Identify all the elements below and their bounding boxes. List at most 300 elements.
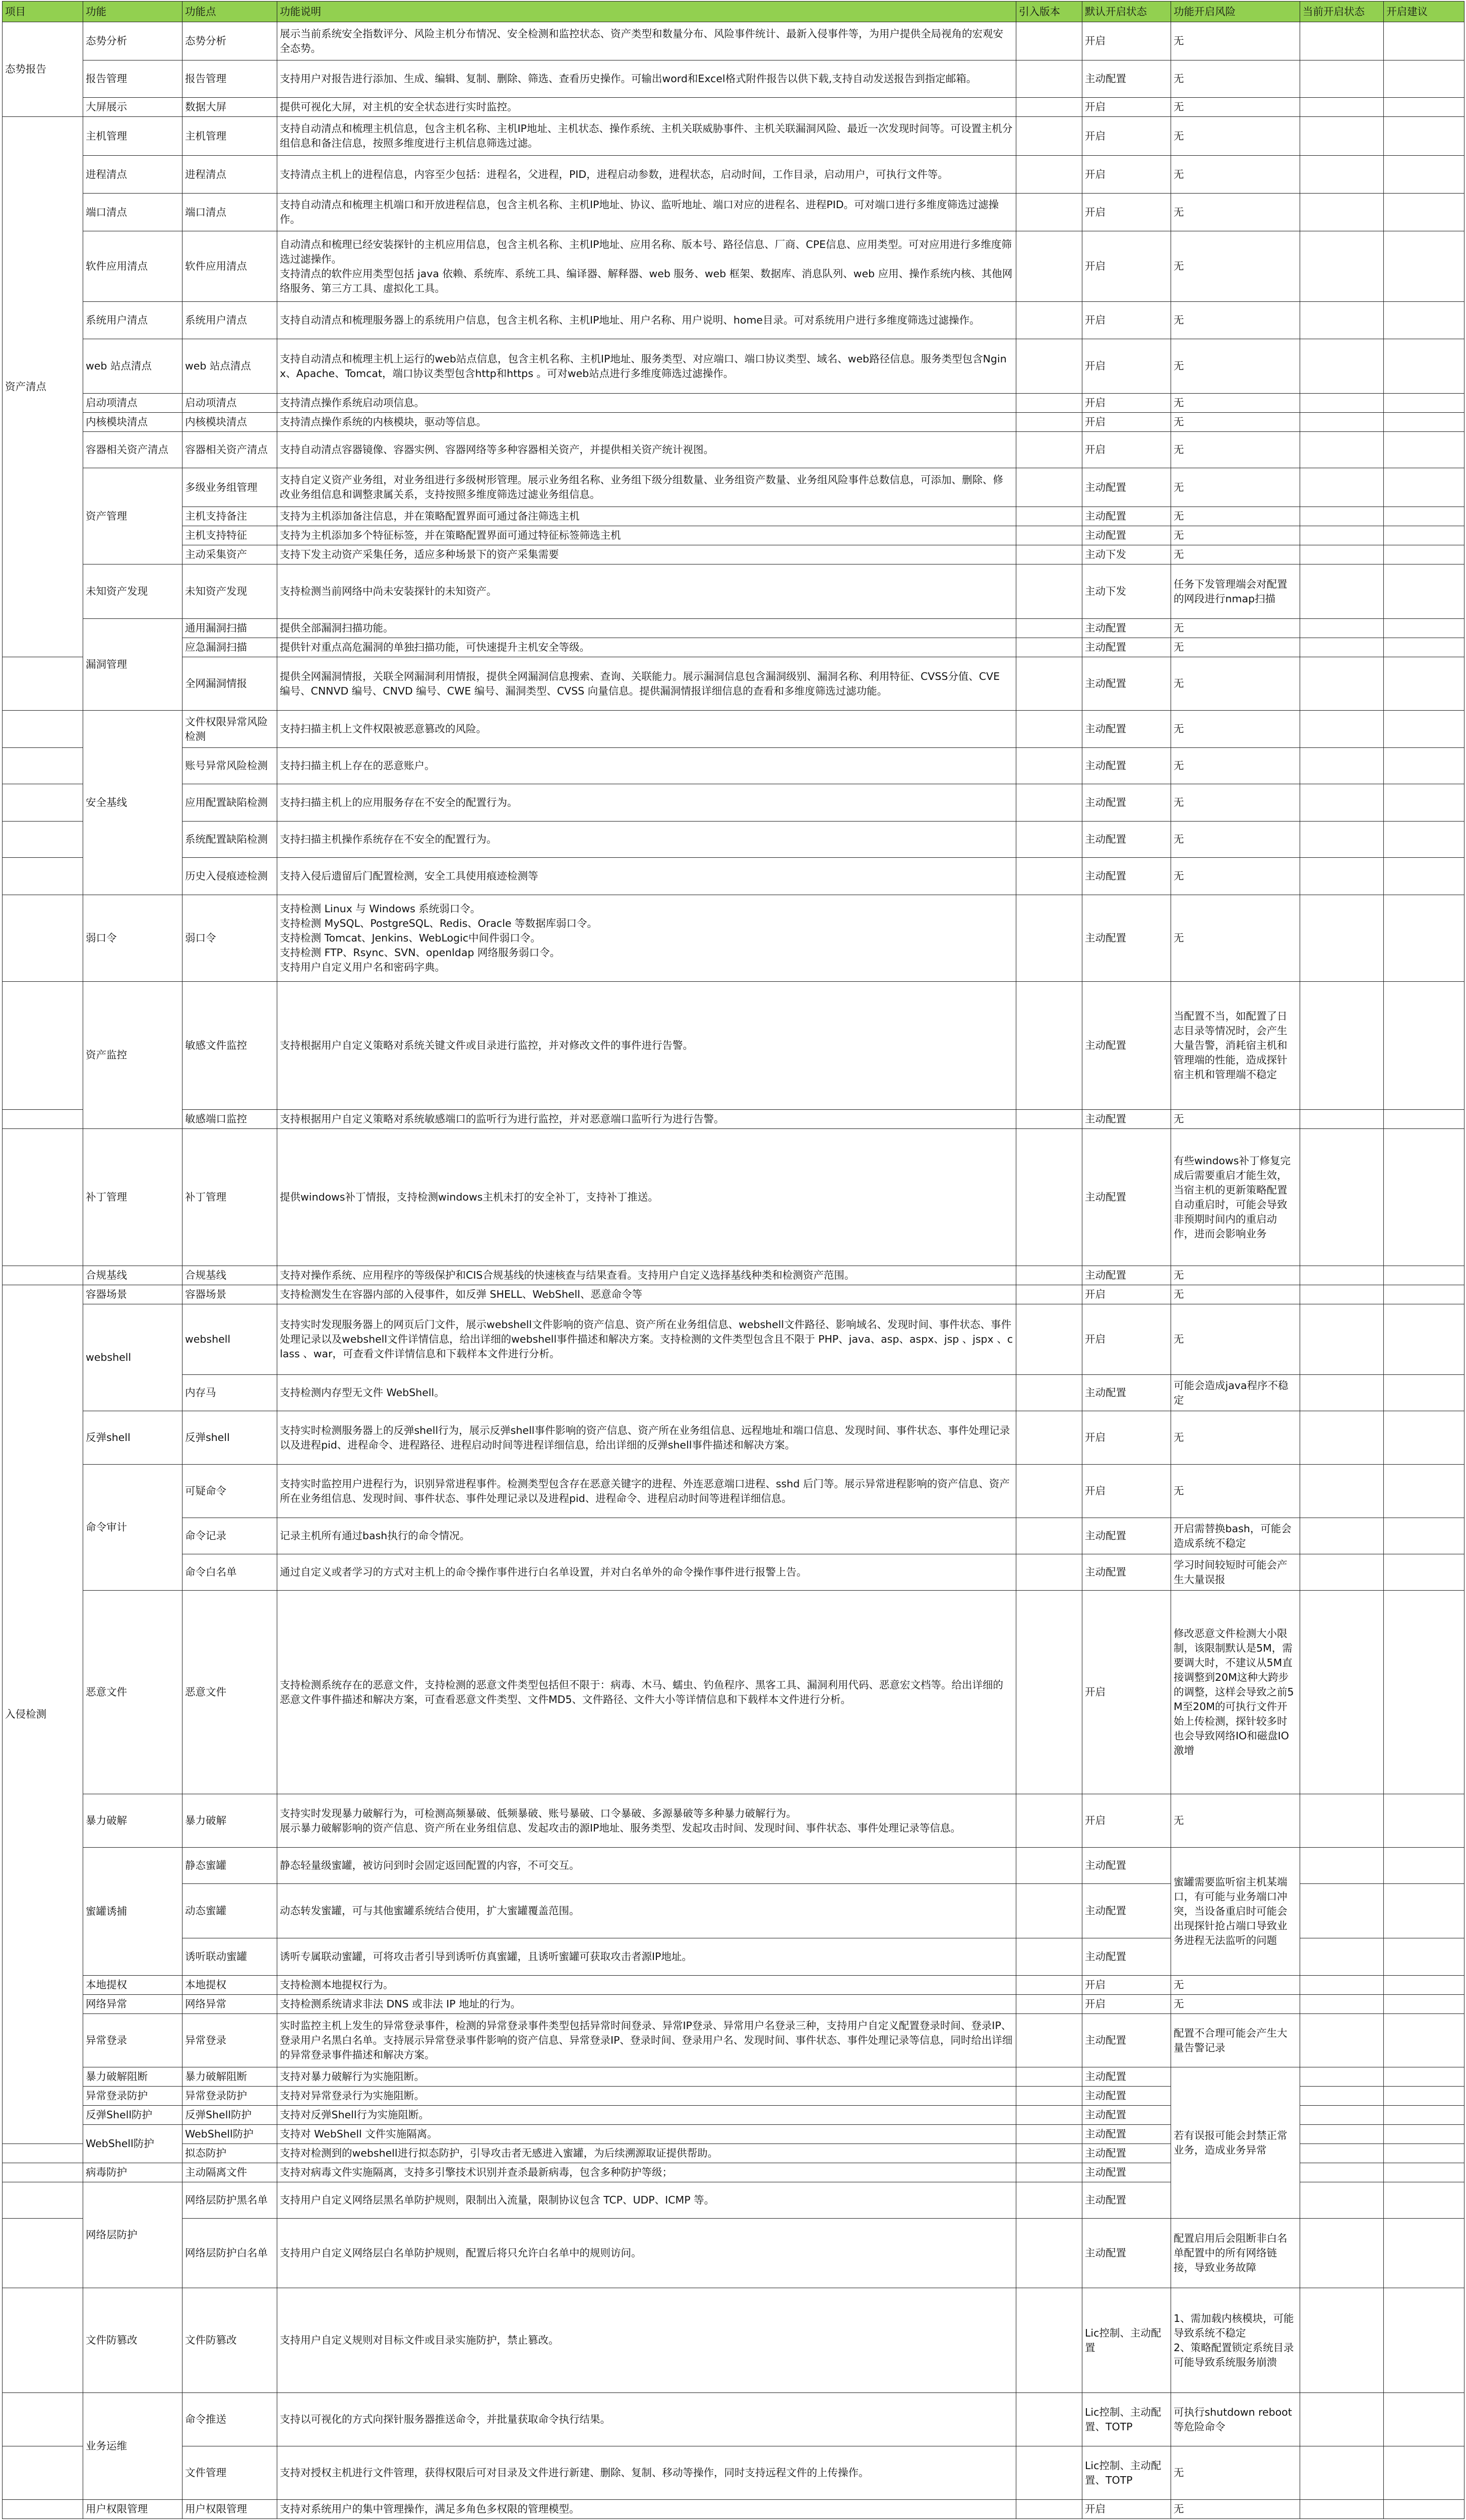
risk-cell: 配置不合理可能会产生大量告警记录 [1171,2014,1300,2067]
suggestion-cell [1384,302,1464,339]
function-cell: 本地提权 [83,1976,182,1995]
risk-cell: 无 [1171,784,1300,822]
description-cell: 提供针对重点高危漏洞的单独扫描功能，可快速提升主机安全等级。 [277,638,1016,657]
default-state-cell: 主动配置 [1082,711,1171,748]
suggestion-cell [1384,60,1464,98]
suggestion-cell [1384,822,1464,858]
risk-cell: 无 [1171,545,1300,564]
table-row [3,1411,1464,1465]
project-cell [3,2144,83,2163]
version-cell [1016,2163,1082,2182]
current-state-cell [1300,2393,1384,2446]
table-row [3,1591,1464,1794]
default-state-cell: 开启 [1082,2500,1171,2519]
suggestion-cell [1384,657,1464,711]
current-state-cell [1300,2014,1384,2067]
default-state-cell: 主动配置 [1082,619,1171,638]
suggestion-cell [1384,1554,1464,1591]
suggestion-cell [1384,2288,1464,2393]
suggestion-cell [1384,2182,1464,2219]
default-state-cell: Lic控制、主动配置、TOTP [1082,2446,1171,2500]
default-state-cell: 主动配置 [1082,2014,1171,2067]
current-state-cell [1300,2219,1384,2288]
default-state-cell: 开启 [1082,302,1171,339]
description-cell: 支持对操作系统、应用程序的等级保护和CIS合规基线的快速核查与结果查看。支持用户自定义选择基线种类和检测资产范围。 [277,1266,1016,1285]
suggestion-cell [1384,507,1464,526]
description-cell: 支持为主机添加多个特征标签，并在策略配置界面可通过特征标签筛选主机 [277,526,1016,545]
default-state-cell: Lic控制、主动配置、TOTP [1082,2393,1171,2446]
project-cell [3,1266,83,1285]
project-cell [3,895,83,982]
feature-point-cell: 命令白名单 [182,1554,277,1591]
risk-cell: 若有误报可能会封禁正常业务，造成业务异常 [1171,2067,1300,2219]
default-state-cell: 主动配置 [1082,2087,1171,2106]
column-header: 开启建议 [1384,2,1464,22]
risk-cell: 无 [1171,98,1300,117]
feature-point-cell: 系统配置缺陷检测 [182,822,277,858]
table-row [3,2446,1464,2500]
table-row [3,1285,1464,1304]
default-state-cell: 主动配置 [1082,526,1171,545]
feature-point-cell: 用户权限管理 [182,2500,277,2519]
project-cell: 入侵检测 [3,1285,83,2144]
description-cell: 支持检测系统请求非法 DNS 或非法 IP 地址的行为。 [277,1995,1016,2014]
current-state-cell [1300,432,1384,468]
feature-point-cell: 本地提权 [182,1976,277,1995]
suggestion-cell [1384,156,1464,194]
risk-cell: 无 [1171,394,1300,413]
current-state-cell [1300,2125,1384,2144]
project-cell [3,1110,83,1129]
current-state-cell [1300,339,1384,394]
project-cell [3,2288,83,2393]
description-cell: 支持实时检测服务器上的反弹shell行为，展示反弹shell事件影响的资产信息、资产所在业务组信息、远程地址和端口信息、发现时间、事件状态、事件处理记录以及进程pid、进程命令、进程路径、进程启动时间等进程详细信息，给出详细的反弹shell事件描述和解决方案。 [277,1411,1016,1465]
project-cell [3,1129,83,1266]
current-state-cell [1300,784,1384,822]
default-state-cell: 开启 [1082,1411,1171,1465]
suggestion-cell [1384,1794,1464,1848]
feature-point-cell: 软件应用清点 [182,231,277,302]
default-state-cell: Lic控制、主动配置 [1082,2288,1171,2393]
default-state-cell: 开启 [1082,194,1171,231]
version-cell [1016,526,1082,545]
suggestion-cell [1384,858,1464,895]
risk-cell: 可能会造成java程序不稳定 [1171,1375,1300,1411]
version-cell [1016,858,1082,895]
description-cell: 支持用户自定义网络层白名单防护规则，配置后将只允许白名单中的规则访问。 [277,2219,1016,2288]
table-row [3,194,1464,231]
current-state-cell [1300,1938,1384,1976]
current-state-cell [1300,2067,1384,2087]
column-header: 功能点 [182,2,277,22]
function-cell: 端口清点 [83,194,182,231]
function-cell: 未知资产发现 [83,564,182,619]
table-row [3,711,1464,748]
description-cell: 支持对 WebShell 文件实施隔离。 [277,2125,1016,2144]
risk-cell: 无 [1171,748,1300,784]
current-state-cell [1300,2144,1384,2163]
description-cell: 支持检测内存型无文件 WebShell。 [277,1375,1016,1411]
version-cell [1016,1591,1082,1794]
risk-cell: 无 [1171,60,1300,98]
risk-cell: 无 [1171,432,1300,468]
suggestion-cell [1384,1375,1464,1411]
risk-cell: 无 [1171,117,1300,156]
function-cell: 补丁管理 [83,1129,182,1266]
risk-cell: 无 [1171,1995,1300,2014]
table-row [3,1110,1464,1129]
suggestion-cell [1384,2067,1464,2087]
default-state-cell: 主动配置 [1082,1884,1171,1938]
description-cell: 支持扫描主机上存在的恶意账户。 [277,748,1016,784]
feature-point-cell: 容器场景 [182,1285,277,1304]
default-state-cell: 主动配置 [1082,982,1171,1110]
risk-cell: 配置启用后会阻断非白名单配置中的所有网络链接，导致业务故障 [1171,2219,1300,2288]
risk-cell: 无 [1171,231,1300,302]
risk-cell: 修改恶意文件检测大小限制，该限制默认是5M，需要调大时，不建议从5M直接调整到20M这种大跨步的调整，这样会导致之前5M至20M的可执行文件开始上传检测，探针较多时也会导致网络IO和磁盘IO激增 [1171,1591,1300,1794]
feature-point-cell: WebShell防护 [182,2125,277,2144]
risk-cell: 无 [1171,822,1300,858]
table-row [3,231,1464,302]
column-header: 功能开启风险 [1171,2,1300,22]
current-state-cell [1300,231,1384,302]
function-cell: 安全基线 [83,711,182,895]
column-header: 当前开启状态 [1300,2,1384,22]
suggestion-cell [1384,339,1464,394]
default-state-cell: 主动配置 [1082,1266,1171,1285]
version-cell [1016,1976,1082,1995]
column-header: 功能说明 [277,2,1016,22]
current-state-cell [1300,895,1384,982]
suggestion-cell [1384,1465,1464,1518]
default-state-cell: 主动配置 [1082,657,1171,711]
function-cell: 异常登录 [83,2014,182,2067]
suggestion-cell [1384,1110,1464,1129]
suggestion-cell [1384,2106,1464,2125]
default-state-cell: 开启 [1082,432,1171,468]
current-state-cell [1300,302,1384,339]
suggestion-cell [1384,564,1464,619]
suggestion-cell [1384,711,1464,748]
version-cell [1016,2125,1082,2144]
project-cell [3,2446,83,2500]
default-state-cell: 主动下发 [1082,564,1171,619]
default-state-cell: 开启 [1082,1591,1171,1794]
feature-point-cell: 动态蜜罐 [182,1884,277,1938]
risk-cell: 无 [1171,1304,1300,1375]
current-state-cell [1300,117,1384,156]
function-cell: 主机管理 [83,117,182,156]
table-row [3,60,1464,98]
default-state-cell: 主动配置 [1082,748,1171,784]
feature-point-cell: 静态蜜罐 [182,1848,277,1884]
description-cell: 动态转发蜜罐，可与其他蜜罐系统结合使用，扩大蜜罐覆盖范围。 [277,1884,1016,1938]
project-cell: 资产清点 [3,117,83,657]
function-cell: 恶意文件 [83,1591,182,1794]
risk-cell: 可执行shutdown reboot等危险命令 [1171,2393,1300,2446]
version-cell [1016,507,1082,526]
description-cell: 支持对检测到的webshell进行拟态防护，引导攻击者无感进入蜜罐，为后续溯源取证提供帮助。 [277,2144,1016,2163]
current-state-cell [1300,1110,1384,1129]
default-state-cell: 主动配置 [1082,1938,1171,1976]
column-header: 引入版本 [1016,2,1082,22]
suggestion-cell [1384,982,1464,1110]
version-cell [1016,2014,1082,2067]
table-row [3,1995,1464,2014]
risk-cell: 无 [1171,302,1300,339]
feature-point-cell: 多级业务组管理 [182,468,277,507]
function-cell: 暴力破解阻断 [83,2067,182,2087]
default-state-cell: 主动配置 [1082,468,1171,507]
risk-cell: 学习时间较短时可能会产生大量误报 [1171,1554,1300,1591]
version-cell [1016,982,1082,1110]
risk-cell: 当配置不当，如配置了日志目录等情况时，会产生大量告警，消耗宿主机和管理端的性能，造成探针宿主机和管理端不稳定 [1171,982,1300,1110]
current-state-cell [1300,468,1384,507]
project-cell [3,2163,83,2182]
suggestion-cell [1384,394,1464,413]
table-row [3,748,1464,784]
feature-point-cell: 文件权限异常风险检测 [182,711,277,748]
risk-cell: 无 [1171,339,1300,394]
description-cell: 支持实时发现暴力破解行为，可检测高频暴破、低频暴破、账号暴破、口令暴破、多源暴破等多种暴力破解行为。 展示暴力破解影响的资产信息、资产所在业务组信息、发起攻击的源IP地址、服务类型、发起攻击时间、发现时间、事件状态、事件处理记录等信息。 [277,1794,1016,1848]
description-cell: 提供可视化大屏，对主机的安全状态进行实时监控。 [277,98,1016,117]
suggestion-cell [1384,2144,1464,2163]
function-cell: 内核模块清点 [83,413,182,432]
function-cell: 网络层防护 [83,2182,182,2288]
default-state-cell: 主动配置 [1082,60,1171,98]
feature-point-cell: 敏感文件监控 [182,982,277,1110]
current-state-cell [1300,2182,1384,2219]
table-row [3,1465,1464,1518]
suggestion-cell [1384,545,1464,564]
suggestion-cell [1384,1938,1464,1976]
risk-cell: 无 [1171,1465,1300,1518]
feature-point-cell: 网络层防护黑名单 [182,2182,277,2219]
function-cell: 蜜罐诱捕 [83,1848,182,1976]
description-cell: 支持清点操作系统启动项信息。 [277,394,1016,413]
feature-point-cell: 报告管理 [182,60,277,98]
version-cell [1016,822,1082,858]
description-cell: 支持对异常登录行为实施阻断。 [277,2087,1016,2106]
description-cell: 支持下发主动资产采集任务，适应多种场景下的资产采集需要 [277,545,1016,564]
default-state-cell: 主动配置 [1082,858,1171,895]
default-state-cell: 主动配置 [1082,1375,1171,1411]
version-cell [1016,413,1082,432]
suggestion-cell [1384,526,1464,545]
function-cell: 系统用户清点 [83,302,182,339]
default-state-cell: 开启 [1082,1995,1171,2014]
default-state-cell: 主动配置 [1082,1554,1171,1591]
table-row [3,858,1464,895]
risk-cell: 无 [1171,638,1300,657]
description-cell: 提供全部漏洞扫描功能。 [277,619,1016,638]
default-state-cell: 主动配置 [1082,784,1171,822]
current-state-cell [1300,1411,1384,1465]
function-cell: 报告管理 [83,60,182,98]
current-state-cell [1300,526,1384,545]
version-cell [1016,2067,1082,2087]
version-cell [1016,638,1082,657]
feature-point-cell: 进程清点 [182,156,277,194]
default-state-cell: 主动配置 [1082,2125,1171,2144]
feature-point-cell: 态势分析 [182,22,277,60]
default-state-cell: 开启 [1082,1304,1171,1375]
function-cell: 资产监控 [83,982,182,1129]
version-cell [1016,1375,1082,1411]
table-row [3,2500,1464,2519]
table-row [3,1518,1464,1554]
suggestion-cell [1384,1976,1464,1995]
feature-point-cell: 暴力破解 [182,1794,277,1848]
description-cell: 支持清点操作系统的内核模块，驱动等信息。 [277,413,1016,432]
version-cell [1016,394,1082,413]
risk-cell: 无 [1171,194,1300,231]
description-cell: 支持根据用户自定义策略对系统敏感端口的监听行为进行监控，并对恶意端口监听行为进行告警。 [277,1110,1016,1129]
suggestion-cell [1384,2219,1464,2288]
risk-cell: 无 [1171,2500,1300,2519]
current-state-cell [1300,564,1384,619]
risk-cell: 任务下发管理端会对配置的网段进行nmap扫描 [1171,564,1300,619]
function-cell: 启动项清点 [83,394,182,413]
description-cell: 支持对授权主机进行文件管理，获得权限后可对目录及文件进行新建、删除、复制、移动等操作，同时支持远程文件的上传操作。 [277,2446,1016,2500]
suggestion-cell [1384,231,1464,302]
feature-point-cell: 文件防篡改 [182,2288,277,2393]
feature-point-cell: 未知资产发现 [182,564,277,619]
table-row [3,1129,1464,1266]
default-state-cell: 开启 [1082,394,1171,413]
current-state-cell [1300,1554,1384,1591]
default-state-cell: 主动配置 [1082,1129,1171,1266]
suggestion-cell [1384,1884,1464,1938]
current-state-cell [1300,1976,1384,1995]
feature-point-cell: 补丁管理 [182,1129,277,1266]
description-cell: 支持扫描主机上的应用服务存在不安全的配置行为。 [277,784,1016,822]
feature-point-cell: 启动项清点 [182,394,277,413]
description-cell: 支持清点主机上的进程信息，内容至少包括：进程名，父进程，PID，进程启动参数，进程状态，启动时间，工作目录，启动用户，可执行文件等。 [277,156,1016,194]
version-cell [1016,711,1082,748]
function-cell: 命令审计 [83,1465,182,1591]
table-row [3,638,1464,657]
current-state-cell [1300,2288,1384,2393]
description-cell: 支持对暴力破解行为实施阻断。 [277,2067,1016,2087]
version-cell [1016,1995,1082,2014]
version-cell [1016,432,1082,468]
description-cell: 支持检测本地提权行为。 [277,1976,1016,1995]
table-row [3,1794,1464,1848]
current-state-cell [1300,1129,1384,1266]
description-cell: 自动清点和梳理已经安装探针的主机应用信息，包含主机名称、主机IP地址、应用名称、版本号、路径信息、厂商、CPE信息、应用类型。可对应用进行多维度筛选过滤操作。 支持清点的软件应用类型包括 java 依赖、系统库、系统工具、编译器、解释器、web 服务、web 框架、数据库、消息队列、web 应用、操作系统内核、其他网络服务、第三方工具、虚拟化工具。 [277,231,1016,302]
table-row [3,302,1464,339]
description-cell: 支持用户对报告进行添加、生成、编辑、复制、删除、筛选、查看历史操作。可输出word和Excel格式附件报告以供下载,支持自动发送报告到指定邮箱。 [277,60,1016,98]
version-cell [1016,784,1082,822]
feature-point-cell: 可疑命令 [182,1465,277,1518]
version-cell [1016,1848,1082,1884]
table-row [3,156,1464,194]
version-cell [1016,117,1082,156]
risk-cell: 开启需替换bash，可能会造成系统不稳定 [1171,1518,1300,1554]
description-cell: 支持对系统用户的集中管理操作，满足多角色多权限的管理模型。 [277,2500,1016,2519]
risk-cell: 无 [1171,1794,1300,1848]
function-cell: 弱口令 [83,895,182,982]
suggestion-cell [1384,1848,1464,1884]
feature-table [2,1,1464,2519]
table-row [3,2393,1464,2446]
default-state-cell: 主动配置 [1082,1518,1171,1554]
description-cell: 提供全网漏洞情报，关联全网漏洞利用情报，提供全网漏洞信息搜索、查询、关联能力。展示漏洞信息包含漏洞级别、漏洞名称、利用特征、CVSS分值、CVE 编号、CNNVD 编号、CNVD 编号、CWE 编号、漏洞类型、CVSS 向量信息。提供漏洞情报详细信息的查看和多维度筛选过滤功能。 [277,657,1016,711]
default-state-cell: 开启 [1082,22,1171,60]
current-state-cell [1300,1285,1384,1304]
suggestion-cell [1384,784,1464,822]
current-state-cell [1300,2500,1384,2519]
version-cell [1016,545,1082,564]
table-row [3,2288,1464,2393]
project-cell [3,2182,83,2219]
feature-point-cell: 内存马 [182,1375,277,1411]
suggestion-cell [1384,1995,1464,2014]
default-state-cell: 主动配置 [1082,822,1171,858]
current-state-cell [1300,1794,1384,1848]
function-cell: 合规基线 [83,1266,182,1285]
feature-point-cell: 数据大屏 [182,98,277,117]
description-cell: 支持根据用户自定义策略对系统关键文件或目录进行监控，并对修改文件的事件进行告警。 [277,982,1016,1110]
version-cell [1016,2288,1082,2393]
version-cell [1016,22,1082,60]
table-row [3,1266,1464,1285]
description-cell: 支持自动清点和梳理主机端口和开放进程信息，包含主机名称、主机IP地址、协议、监听地址、端口对应的进程名、进程PID。可对端口进行多维度筛选过滤操作。 [277,194,1016,231]
risk-cell: 无 [1171,526,1300,545]
version-cell [1016,468,1082,507]
current-state-cell [1300,98,1384,117]
feature-point-cell: webshell [182,1304,277,1375]
feature-point-cell: 应急漏洞扫描 [182,638,277,657]
table-row [3,507,1464,526]
project-cell [3,822,83,858]
project-cell [3,784,83,822]
function-cell: 病毒防护 [83,2163,182,2182]
function-cell: 暴力破解 [83,1794,182,1848]
function-cell: 大屏展示 [83,98,182,117]
feature-point-cell: 文件管理 [182,2446,277,2500]
version-cell [1016,1884,1082,1938]
function-cell: 容器相关资产清点 [83,432,182,468]
default-state-cell: 开启 [1082,1465,1171,1518]
default-state-cell: 主动下发 [1082,545,1171,564]
current-state-cell [1300,1995,1384,2014]
risk-cell: 无 [1171,413,1300,432]
version-cell [1016,2446,1082,2500]
table-row [3,432,1464,468]
current-state-cell [1300,60,1384,98]
default-state-cell: 开启 [1082,413,1171,432]
version-cell [1016,2106,1082,2125]
version-cell [1016,2144,1082,2163]
feature-point-cell: 应用配置缺陷检测 [182,784,277,822]
function-cell: 文件防篡改 [83,2288,182,2393]
current-state-cell [1300,394,1384,413]
current-state-cell [1300,1848,1384,1884]
description-cell: 支持检测发生在容器内部的入侵事件，如反弹 SHELL、WebShell、恶意命令等 [277,1285,1016,1304]
table-row [3,895,1464,982]
default-state-cell: 主动配置 [1082,2144,1171,2163]
feature-point-cell: 容器相关资产清点 [182,432,277,468]
description-cell: 支持自动清点和梳理服务器上的系统用户信息，包含主机名称、主机IP地址、用户名称、用户说明、home目录。可对系统用户进行多维度筛选过滤操作。 [277,302,1016,339]
feature-point-cell: web 站点清点 [182,339,277,394]
description-cell: 支持检测 Linux 与 Windows 系统弱口令。 支持检测 MySQL、PostgreSQL、Redis、Oracle 等数据库弱口令。 支持检测 Tomcat、Jenkins、WebLogic中间件弱口令。 支持检测 FTP、Rsync、SVN、openldap 网络服务弱口令。 支持用户自定义用户名和密码字典。 [277,895,1016,982]
table-row [3,468,1464,507]
description-cell: 诱听专属联动蜜罐，可将攻击者引导到诱听仿真蜜罐，且诱听蜜罐可获取攻击者源IP地址。 [277,1938,1016,1976]
table-row [3,822,1464,858]
description-cell: 支持对病毒文件实施隔离，支持多引擎技术识别并查杀最新病毒，包含多种防护等级； [277,2163,1016,2182]
